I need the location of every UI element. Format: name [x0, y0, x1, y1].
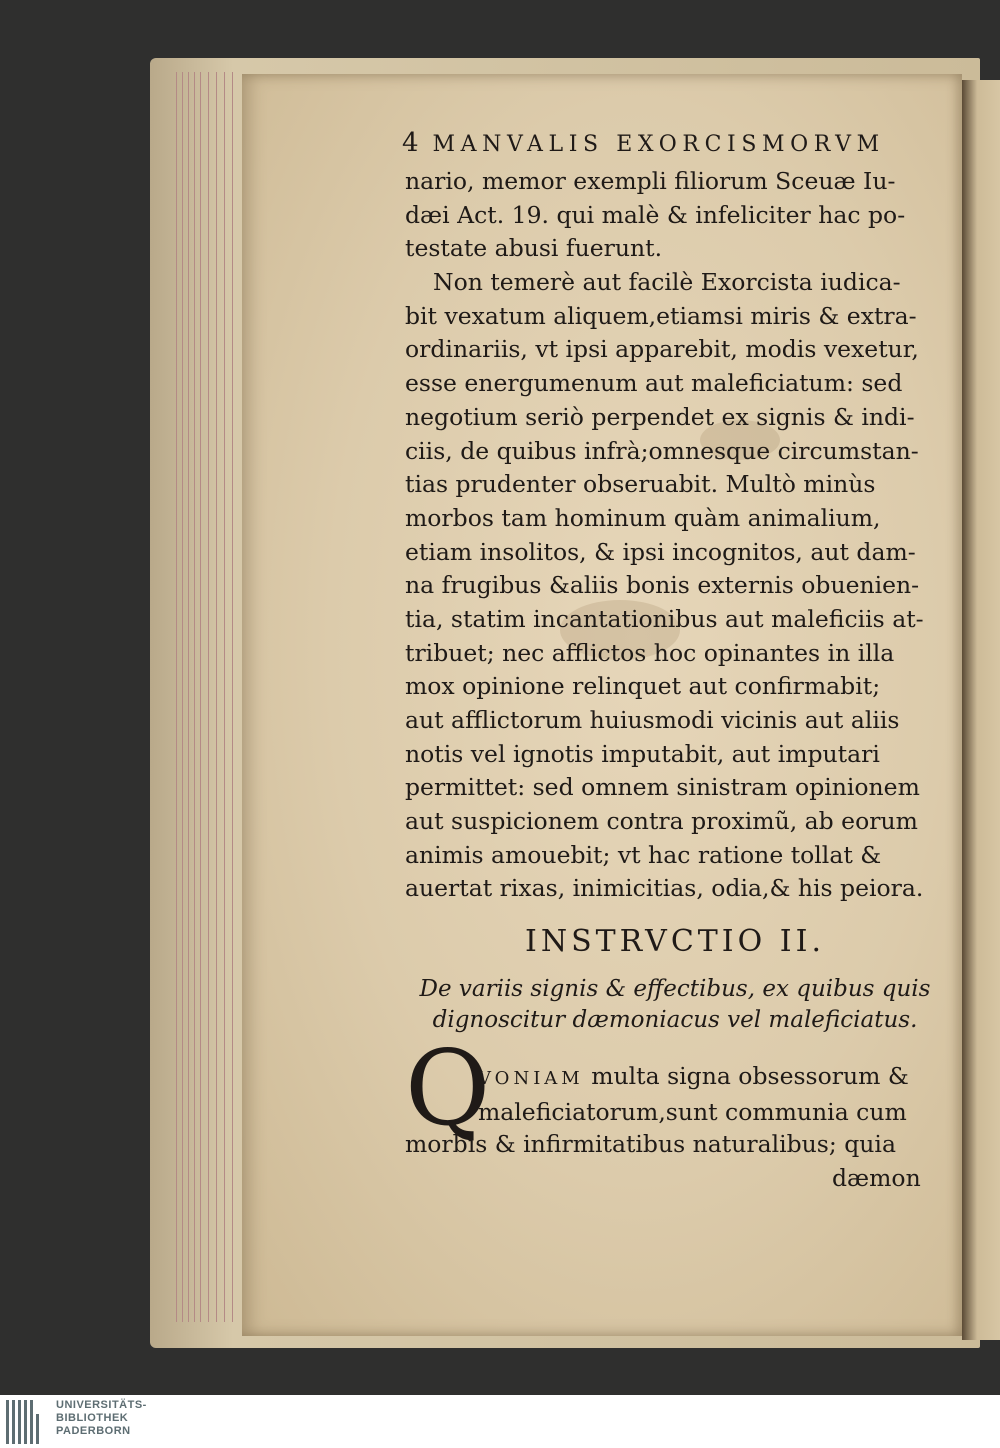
text-line: etiam insolitos, & ipsi incognitos, aut dam- — [405, 537, 916, 566]
text-line: morbos tam hominum quàm animalium, — [405, 503, 881, 532]
text-line: dæi Act. 19. qui malè & infeliciter hac po- — [405, 200, 906, 229]
text-line: ordinariis, vt ipsi apparebit, modis vexetur, — [405, 335, 919, 364]
text-line: nario, memor exempli filiorum Sceuæ Iu- — [405, 167, 896, 195]
library-logo-icon — [6, 1400, 46, 1444]
page-number: 4 — [402, 128, 419, 158]
catchword: dæmon — [832, 1164, 921, 1192]
text-line: animis amouebit; vt hac ratione tollat & — [405, 840, 882, 869]
page-edges — [172, 72, 252, 1322]
text-line: permittet: sed omnem sinistram opinionem — [405, 773, 920, 802]
text-line: tribuet; nec afflictos hoc opinantes in illa — [405, 638, 895, 667]
text-line: aut suspicionem contra proximũ, ab eorum — [405, 807, 918, 836]
text-line: Non temerè aut facilè Exorcista iudica- — [433, 268, 901, 297]
drop-cap: Q — [405, 1027, 491, 1149]
paragraph-opening — [478, 1060, 944, 1129]
text-line: ciis, de quibus infrà;omnesque circumstan- — [405, 436, 919, 465]
library-logo-text — [56, 1399, 147, 1438]
text-line: na frugibus &aliis bonis externis obuenien- — [405, 571, 920, 600]
text-line: auertat rixas, inimicitias, odia,& his peiora. — [405, 874, 924, 903]
section-heading: INSTRVCTIO II. — [524, 924, 826, 959]
text-line: esse energumenum aut maleficiatum: sed — [405, 369, 903, 398]
text-line: negotium seriò perpendet ex signis & indi- — [405, 402, 915, 431]
subtitle-line: De variis signis & effectibus, ex quibus quis — [419, 976, 931, 1002]
text-line: notis vel ignotis imputabit, aut imputari — [405, 739, 880, 768]
logo-line: PADERBORN — [56, 1425, 131, 1437]
text-line: maleficiatorum,sunt communia cum — [478, 1097, 907, 1126]
text-line: tias prudenter obseruabit. Multò minùs — [405, 470, 876, 499]
text-line: testate abusi fuerunt. — [405, 234, 663, 263]
text-line: mox opinione relinquet aut confirmabit; — [405, 672, 881, 701]
paragraph-continuation — [405, 1128, 945, 1162]
text-line: aut afflictorum huiusmodi vicinis aut aliis — [405, 706, 900, 734]
logo-line: UNIVERSITÄTS- — [56, 1399, 147, 1411]
text-line: multa signa obsessorum & — [591, 1062, 909, 1090]
logo-line: BIBLIOTHEK — [56, 1412, 129, 1424]
first-word: VONIAM — [478, 1068, 584, 1089]
text-line: tia, statim incantationibus aut maleficiis at- — [405, 604, 924, 633]
running-title: MANVALIS EXORCISMORVM — [432, 132, 885, 157]
text-line: bit vexatum aliquem,etiamsi miris & extra- — [405, 301, 917, 330]
running-header — [402, 128, 942, 158]
footer-bar — [0, 1395, 1000, 1448]
text-line: morbis & infirmitatibus naturalibus; quia — [405, 1130, 896, 1158]
subtitle-line: dignoscitur dæmoniacus vel maleficiatus. — [432, 1007, 918, 1033]
facing-page-edge — [962, 80, 1000, 1340]
body-text — [405, 165, 945, 906]
